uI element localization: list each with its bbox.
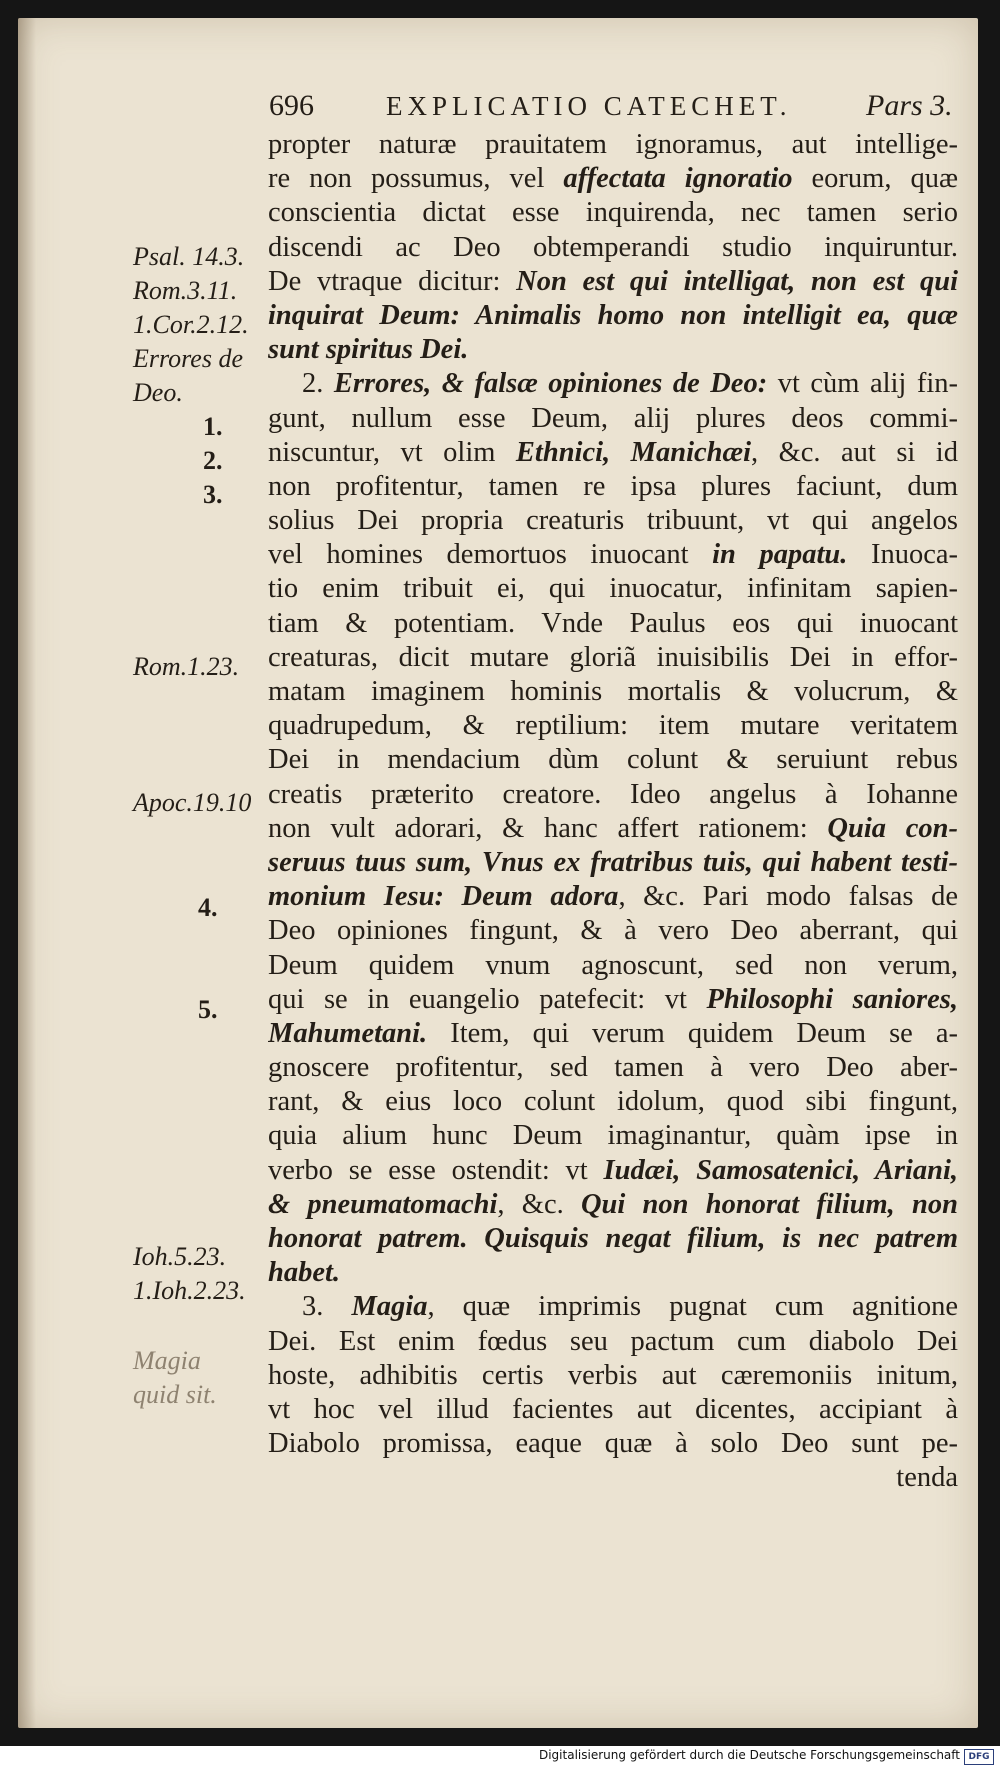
emphasized-text: Iudæi, Samosatenici, Ariani, [603, 1154, 958, 1186]
emphasized-text: sunt spiritus Dei. [268, 334, 469, 366]
emphasized-text: seruus tuus sum, Vnus ex fratribus tuis, qui habent testi- [268, 846, 958, 878]
page-spine-shadow [18, 18, 36, 1728]
text-segment: , quæ imprimis pugnat cum agnitione [427, 1291, 958, 1323]
text-line [268, 128, 958, 162]
text-line [268, 949, 958, 983]
text-segment: Deum quidem vnum agnoscunt, sed non verum, [268, 949, 958, 981]
text-segment: gunt, nullum esse Deum, alij plures deos commi- [268, 402, 958, 434]
margin-note-rom-1: Rom.1.23. [133, 652, 240, 681]
emphasized-text: inquirat Deum: Animalis homo non intelligit ea, quæ [268, 299, 958, 331]
page-number: 696 [269, 89, 314, 122]
text-segment: , &c. [497, 1188, 581, 1220]
digitization-footer [0, 1746, 1000, 1768]
text-line [268, 1119, 958, 1153]
text-segment: tenda [896, 1462, 958, 1494]
emphasized-text: Mahumetani. [268, 1017, 428, 1049]
margin-note-magia: Magia [133, 1346, 201, 1375]
margin-note-rom-3: Rom.3.11. [133, 276, 238, 305]
text-line [268, 778, 958, 812]
text-line [268, 402, 958, 436]
text-line [268, 470, 958, 504]
margin-note-cor: 1.Cor.2.12. [133, 310, 249, 339]
emphasized-text: affectata ignoratio [563, 163, 793, 195]
emphasized-text: Quia con- [827, 812, 958, 844]
text-line [268, 436, 958, 470]
emphasized-text: Magia [351, 1291, 428, 1323]
text-line [268, 1154, 958, 1188]
text-line [268, 1256, 958, 1290]
emphasized-text: Ethnici, Manichæi [515, 436, 751, 468]
text-segment: creatis præterito creatore. Ideo angelus à Iohanne [268, 778, 958, 810]
text-line [268, 333, 958, 367]
emphasized-text: monium Iesu: Deum adora [268, 881, 619, 913]
text-line [268, 812, 958, 846]
text-segment: , &c. aut si id [751, 436, 958, 468]
text-line [268, 1017, 958, 1051]
text-line [268, 743, 958, 777]
text-line [268, 1290, 958, 1324]
text-line [268, 504, 958, 538]
text-line [268, 983, 958, 1017]
text-segment: Dei in mendacium dùm colunt & seruiunt rebus [268, 744, 958, 776]
text-segment: quadrupedum, & reptilium: item mutare veritatem [268, 710, 958, 742]
text-segment: creaturas, dicit mutare gloriã inuisibilis Dei in effor- [268, 641, 958, 673]
text-segment: , &c. Pari modo falsas de [618, 881, 958, 913]
text-line [268, 1222, 958, 1256]
text-line [268, 196, 958, 230]
margin-note-quid-sit: quid sit. [133, 1380, 217, 1409]
text-segment: solius Dei propria creaturis tribuunt, vt qui angelos [268, 505, 958, 537]
text-line [268, 846, 958, 880]
text-segment: 2. [302, 368, 334, 400]
emphasized-text: Errores, & falsæ opiniones de Deo: [333, 368, 768, 400]
text-segment: De vtraque dicitur: [268, 265, 517, 297]
text-segment: Inuoca- [847, 539, 958, 571]
text-segment: tiam & potentiam. Vnde Paulus eos qui inuocant [268, 607, 958, 639]
text-line [268, 607, 958, 641]
part-label: Pars 3. [866, 89, 953, 122]
margin-note-ioh-5: Ioh.5.23. [133, 1242, 227, 1271]
running-title: EXPLICATIO CATECHET. [386, 91, 792, 121]
text-segment: verbo se esse ostendit: vt [268, 1154, 604, 1186]
margin-number-2: 2. [203, 446, 223, 475]
text-segment: Item, qui verum quidem Deum se a- [427, 1017, 958, 1049]
text-segment: discendi ac Deo obtemperandi studio inquiruntur. [268, 231, 958, 263]
margin-note-psal: Psal. 14.3. [133, 242, 245, 271]
text-line [268, 1188, 958, 1222]
margin-number-4: 4. [198, 893, 218, 922]
margin-number-3: 3. [203, 480, 223, 509]
text-segment: matam imaginem hominis mortalis & volucrum, & [268, 676, 958, 707]
text-line [268, 1085, 958, 1119]
margin-number-5: 5. [198, 995, 218, 1024]
text-segment: vt cùm alij fin- [767, 368, 958, 400]
text-segment: quia alium hunc Deum imaginantur, quàm ipse in [268, 1120, 958, 1152]
text-line [268, 1427, 958, 1461]
emphasized-text: in papatu. [712, 539, 848, 571]
text-line [268, 914, 958, 948]
margin-number-1: 1. [203, 412, 223, 441]
text-line [268, 265, 958, 299]
text-segment: non vult adorari, & hanc affert rationem: [268, 812, 828, 844]
text-line [268, 299, 958, 333]
text-line [268, 367, 958, 401]
text-segment: niscuntur, vt olim [268, 436, 516, 468]
text-line [268, 880, 958, 914]
text-line [268, 675, 958, 709]
footer-credit: Digitalisierung gefördert durch die Deutsche Forschungsgemeinschaft [538, 1748, 960, 1762]
text-segment: 3. [302, 1291, 352, 1323]
text-line [268, 231, 958, 265]
text-segment: propter naturæ prauitatem ignoramus, aut intellige- [268, 129, 958, 160]
text-segment: tio enim tribuit ei, qui inuocatur, infinitam sapien- [268, 573, 958, 605]
text-segment: vt hoc vel illud facientes aut dicentes, accipiant à [268, 1393, 958, 1425]
margin-note-apoc: Apoc.19.10 [133, 788, 252, 817]
text-line [268, 162, 958, 196]
text-segment: conscientia dictat esse inquirenda, nec tamen serio [268, 197, 958, 229]
emphasized-text: Philosophi saniores, [706, 983, 958, 1015]
emphasized-text: Qui non honorat filium, non [580, 1188, 958, 1220]
emphasized-text: honorat patrem. Quisquis negat filium, is nec patrem [268, 1223, 958, 1254]
emphasized-text: Non est qui intelligat, non est qui [516, 265, 958, 297]
text-line [268, 1051, 958, 1085]
text-segment: hoste, adhibitis certis verbis aut cæremoniis initum, [268, 1359, 958, 1391]
text-line [268, 1393, 958, 1427]
margin-note-ioh-2: 1.Ioh.2.23. [133, 1276, 246, 1305]
text-segment: eorum, quæ [792, 163, 958, 195]
book-page [18, 18, 978, 1728]
text-segment: rant, & eius loco colunt idolum, quod sibi fingunt, [268, 1086, 958, 1118]
emphasized-text: & pneumatomachi [268, 1188, 498, 1220]
text-line [268, 1325, 958, 1359]
text-segment: re non possumus, vel [268, 163, 564, 195]
text-line [268, 641, 958, 675]
text-line [268, 572, 958, 606]
text-line [268, 709, 958, 743]
text-segment: gnoscere profitentur, sed tamen à vero Deo aber- [268, 1052, 958, 1084]
text-segment: vel homines demortuos inuocant [268, 539, 713, 571]
text-segment: Dei. Est enim fœdus seu pactum cum diabolo Dei [268, 1325, 958, 1357]
margin-note-errores: Errores de [133, 344, 244, 373]
text-line [268, 1461, 958, 1495]
body-text [268, 128, 958, 1496]
dfg-logo: DFG [964, 1749, 994, 1765]
text-segment: non profitentur, tamen re ipsa plures faciunt, dum [268, 470, 958, 502]
text-line [268, 538, 958, 572]
text-segment: Diabolo promissa, eaque quæ à solo Deo sunt pe- [268, 1428, 958, 1460]
emphasized-text: habet. [268, 1257, 341, 1289]
margin-note-deo: Deo. [133, 378, 183, 407]
text-segment: qui se in euangelio patefecit: vt [268, 983, 707, 1015]
text-segment: Deo opiniones fingunt, & à vero Deo aberrant, qui [268, 915, 958, 947]
text-line [268, 1359, 958, 1393]
